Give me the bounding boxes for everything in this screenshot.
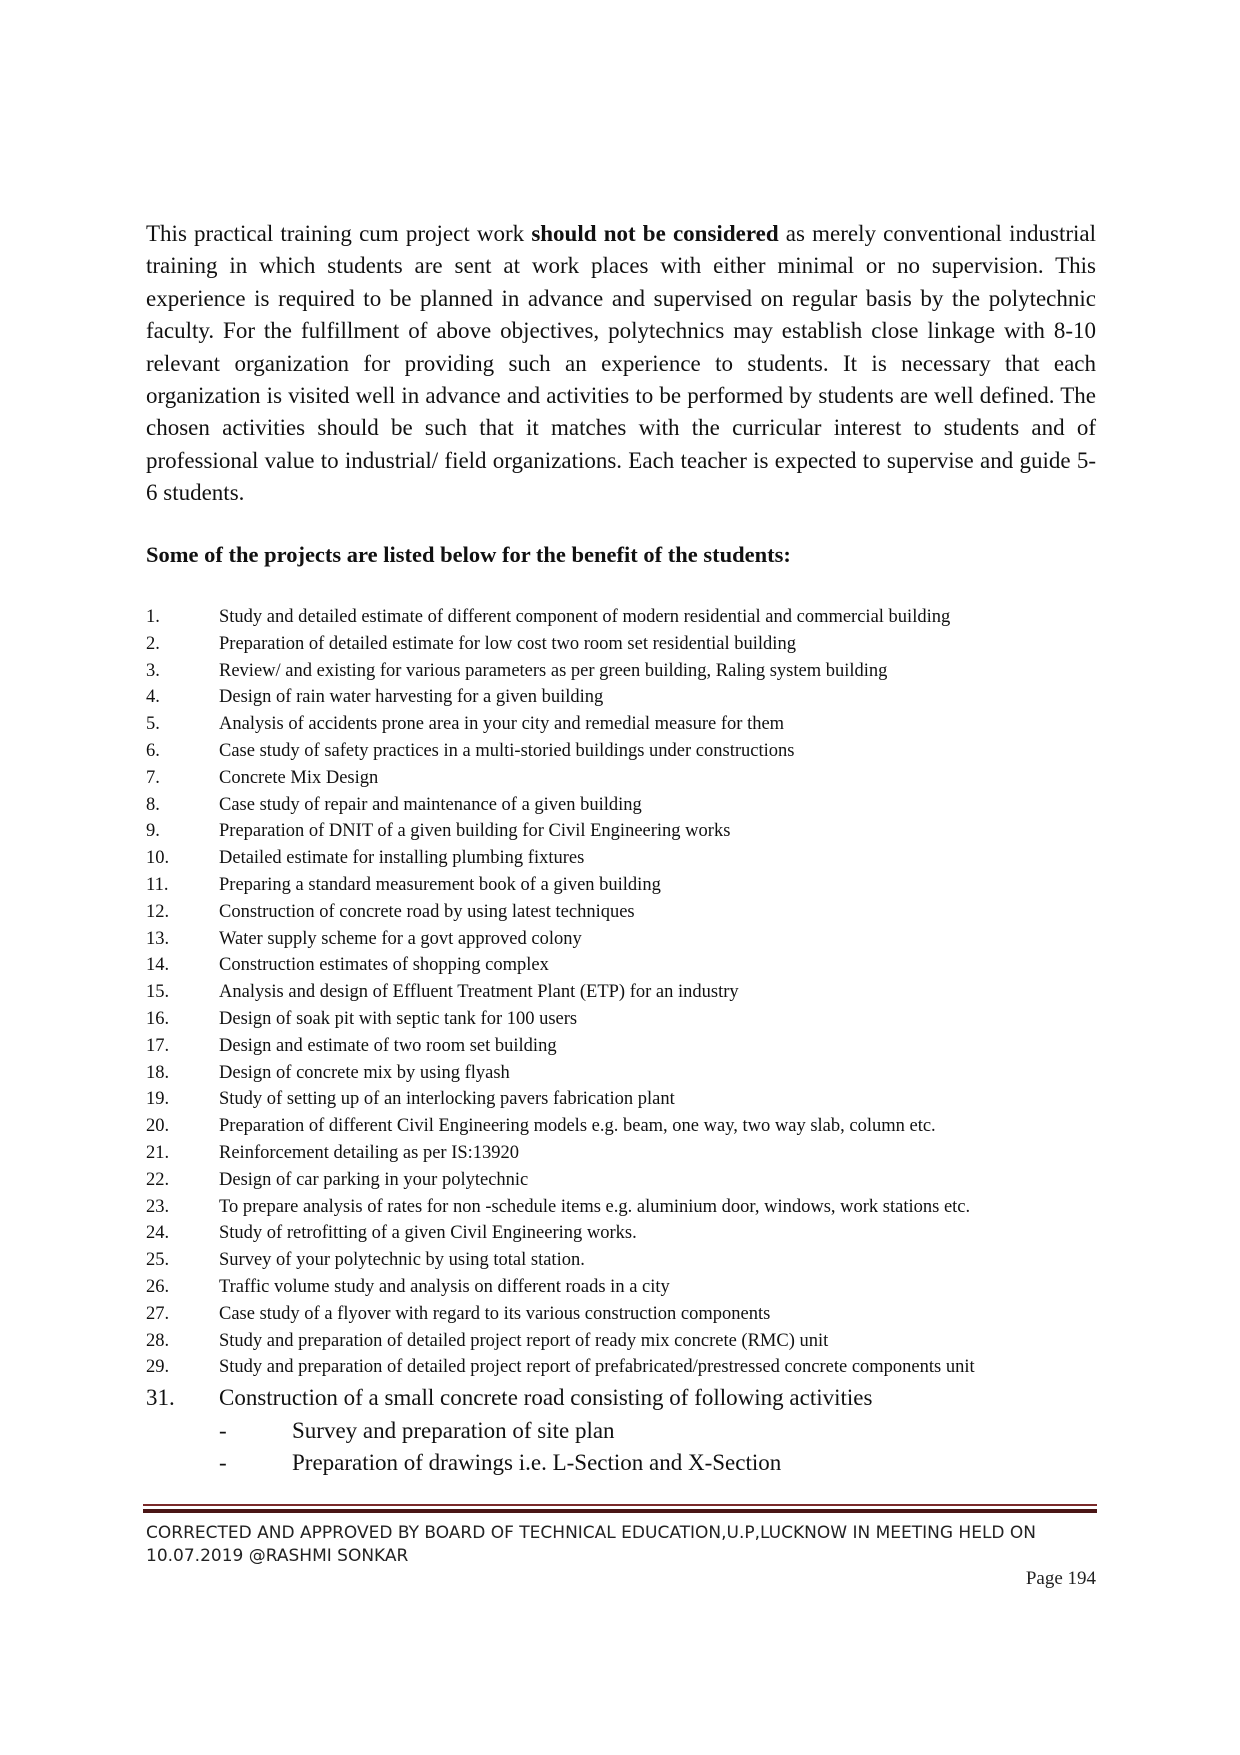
list-item: [146, 1220, 1106, 1247]
item-text: Study and preparation of detailed project report of ready mix concrete (RMC) unit: [219, 1330, 829, 1351]
item-number: 21.: [146, 1142, 170, 1163]
list-item: [146, 711, 1106, 738]
footer-divider-thick: [143, 1509, 1097, 1513]
item-text: Analysis and design of Effluent Treatment Plant (ETP) for an industry: [219, 982, 739, 1003]
list-item: [146, 952, 1106, 979]
sub-item-text: Survey and preparation of site plan: [292, 1417, 615, 1443]
project-item-31: [146, 1382, 1106, 1480]
item-text: Construction of a small concrete road consisting of following activities: [219, 1385, 873, 1410]
list-item: [146, 631, 1106, 658]
item-text: Review/ and existing for various parameters as per green building, Raling system building: [219, 660, 888, 681]
sub-item-dash: -: [219, 1417, 227, 1443]
item-number: 20.: [146, 1116, 170, 1137]
item-number: 19.: [146, 1089, 170, 1110]
item-text: Preparing a standard measurement book of a given building: [219, 874, 661, 895]
item-text: Study and detailed estimate of different component of modern residential and commercial building: [219, 607, 951, 627]
item-number: 16.: [146, 1008, 170, 1029]
item-text: Study of setting up of an interlocking pavers fabrication plant: [219, 1089, 675, 1110]
item-text: Design of soak pit with septic tank for 100 users: [219, 1008, 578, 1029]
list-item: [146, 1140, 1106, 1167]
item-text: Case study of safety practices in a multi-storied buildings under constructions: [219, 740, 795, 761]
list-item: [146, 1086, 1106, 1113]
item-number: 27.: [146, 1303, 170, 1324]
intro-text-start: This practical training cum project work: [146, 221, 532, 246]
sub-item: [146, 1447, 1106, 1480]
item-number: 3.: [146, 660, 160, 681]
item-number: 12.: [146, 901, 170, 922]
item-text: Design of rain water harvesting for a given building: [219, 687, 604, 708]
list-item: [146, 899, 1106, 926]
item-number: 29.: [146, 1357, 170, 1378]
list-item: [146, 1301, 1106, 1328]
item-text: Water supply scheme for a govt approved colony: [219, 928, 582, 949]
item-text: Construction estimates of shopping complex: [219, 955, 549, 976]
item-number: 15.: [146, 982, 170, 1003]
list-item: [146, 684, 1106, 711]
item-text: Survey of your polytechnic by using total station.: [219, 1250, 585, 1271]
item-number: 24.: [146, 1223, 170, 1244]
item-number: 26.: [146, 1276, 170, 1297]
list-item: [146, 1167, 1106, 1194]
intro-emphasis: should not be considered: [531, 221, 779, 246]
item-text: Preparation of DNIT of a given building for Civil Engineering works: [219, 821, 731, 842]
item-number: 8.: [146, 794, 160, 815]
item-number: 25.: [146, 1250, 170, 1271]
item-number: 23.: [146, 1196, 170, 1217]
footer-line-1: CORRECTED AND APPROVED BY BOARD OF TECHNICAL EDUCATION,U.P,LUCKNOW IN MEETING HELD ON: [146, 1523, 1037, 1543]
list-item: [146, 1328, 1106, 1355]
item-text: Analysis of accidents prone area in your city and remedial measure for them: [219, 714, 785, 735]
list-item: [146, 979, 1106, 1006]
list-item: [146, 926, 1106, 953]
sub-item: [146, 1415, 1106, 1448]
list-item: [146, 604, 1106, 631]
item-number: 5.: [146, 714, 160, 735]
list-item: [146, 1060, 1106, 1087]
list-item: [146, 845, 1106, 872]
project-item-31-row: [146, 1382, 1106, 1415]
item-text: Preparation of detailed estimate for low cost two room set residential building: [219, 633, 796, 654]
footer-note: [146, 1522, 1106, 1568]
list-item: [146, 1033, 1106, 1060]
item-number: 7.: [146, 767, 160, 788]
item-text: Construction of concrete road by using latest techniques: [219, 901, 635, 922]
list-item: [146, 1006, 1106, 1033]
list-item: [146, 872, 1106, 899]
item-text: Traffic volume study and analysis on different roads in a city: [219, 1276, 670, 1297]
list-item: [146, 1194, 1106, 1221]
item-text: Design of concrete mix by using flyash: [219, 1062, 510, 1083]
intro-paragraph: [146, 218, 1096, 510]
item-number: 10.: [146, 848, 170, 869]
item-text: Reinforcement detailing as per IS:13920: [219, 1142, 520, 1163]
item-text: To prepare analysis of rates for non -schedule items e.g. aluminium door, windows, work stations etc.: [219, 1196, 971, 1217]
list-item: [146, 818, 1106, 845]
item-number: 11.: [146, 874, 169, 895]
item-number: 9.: [146, 821, 160, 842]
intro-text-rest: as merely conventional industrial training in which students are sent at work places with either minimal or no supervision. This experience is required to be planned in advance and supervised on regular basis by the polytechnic faculty. For the fulfillment of above objectives, polytechnics may establish close linkage with 8-10 relevant organization for providing such an experience to students. It is necessary that each organization is visited well in advance and activities to be performed by students are well defined. The chosen activities should be such that it matches with the curricular interest to students and of professional value to industrial/ field organizations. Each teacher is expected to supervise and guide 5-6 students.: [146, 221, 1096, 506]
item-text: Case study of a flyover with regard to its various construction components: [219, 1303, 771, 1324]
item-text: Study and preparation of detailed project report of prefabricated/prestressed concrete components unit: [219, 1357, 975, 1378]
item-number: 13.: [146, 928, 170, 949]
list-item: [146, 1113, 1106, 1140]
item-number: 6.: [146, 740, 160, 761]
item-text: Case study of repair and maintenance of a given building: [219, 794, 642, 815]
item-number: 4.: [146, 687, 160, 708]
item-number: 18.: [146, 1062, 170, 1083]
item-number: 2.: [146, 633, 160, 654]
sub-item-text: Preparation of drawings i.e. L-Section and X-Section: [292, 1450, 782, 1475]
list-item: [146, 1247, 1106, 1274]
item-text: Design and estimate of two room set building: [219, 1035, 557, 1056]
list-item: [146, 658, 1106, 685]
item-number: 31.: [146, 1385, 175, 1410]
list-item: [146, 1354, 1106, 1381]
project-list: [146, 604, 1106, 1381]
list-item: [146, 792, 1106, 819]
sub-item-dash: -: [219, 1450, 227, 1475]
item-text: Detailed estimate for installing plumbing fixtures: [219, 848, 585, 869]
projects-heading: Some of the projects are listed below for the benefit of the students:: [146, 542, 791, 567]
page-number: Page 194: [1025, 1568, 1096, 1589]
item-number: 28.: [146, 1330, 170, 1351]
item-number: 1.: [146, 607, 160, 627]
item-number: 22.: [146, 1169, 170, 1190]
item-text: Concrete Mix Design: [219, 767, 379, 788]
item-number: 14.: [146, 955, 170, 976]
item-text: Design of car parking in your polytechnic: [219, 1169, 529, 1190]
list-item: [146, 1274, 1106, 1301]
item-text: Preparation of different Civil Engineering models e.g. beam, one way, two way slab, column etc.: [219, 1116, 936, 1137]
footer-line-2: 10.07.2019 @RASHMI SONKAR: [146, 1546, 409, 1566]
item-text: Study of retrofitting of a given Civil Engineering works.: [219, 1223, 637, 1244]
item-number: 17.: [146, 1035, 170, 1056]
footer-divider-thin: [143, 1504, 1097, 1506]
list-item: [146, 738, 1106, 765]
list-item: [146, 765, 1106, 792]
